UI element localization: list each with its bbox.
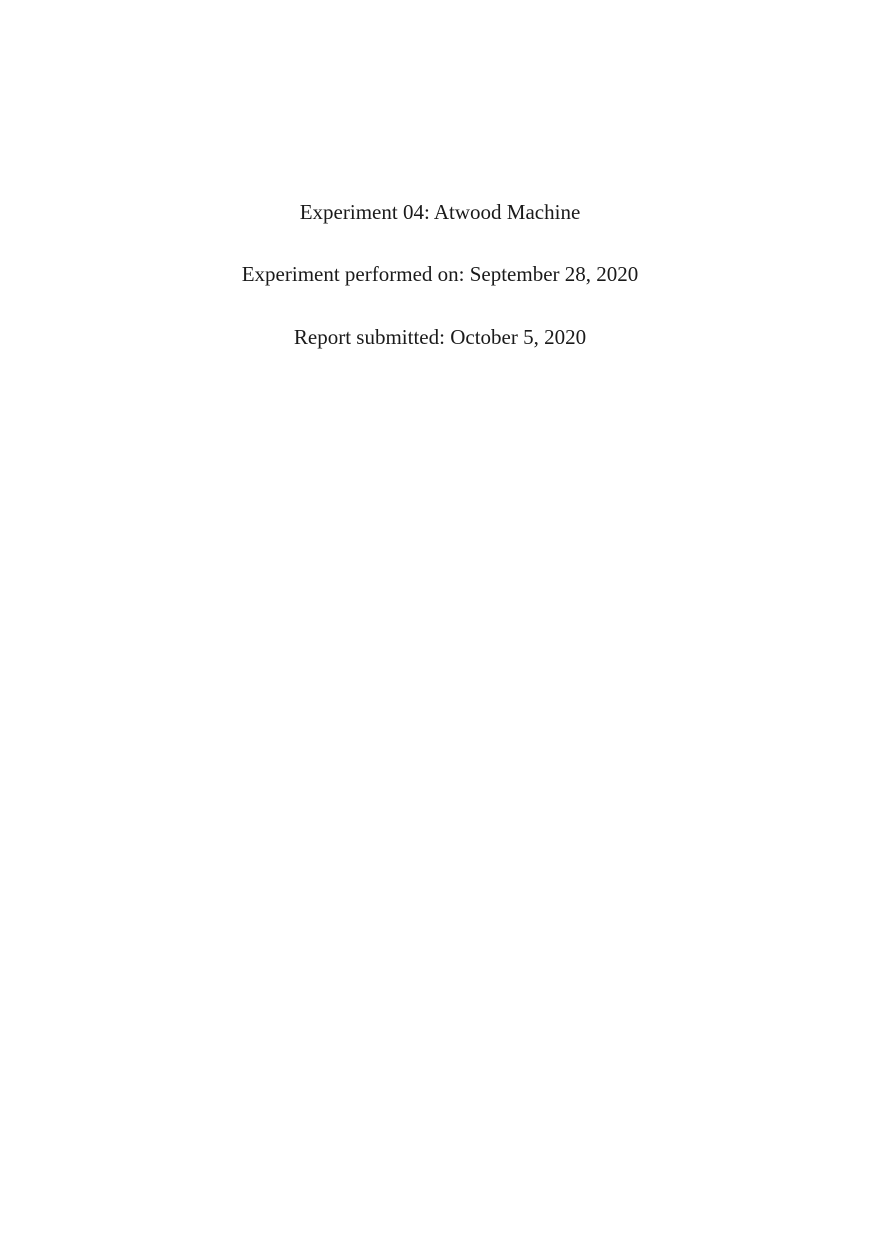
- submitted-date: Report submitted: October 5, 2020: [293, 325, 587, 349]
- experiment-title: Experiment 04: Atwood Machine: [299, 200, 581, 224]
- performed-date: Experiment performed on: September 28, 2020: [241, 262, 639, 286]
